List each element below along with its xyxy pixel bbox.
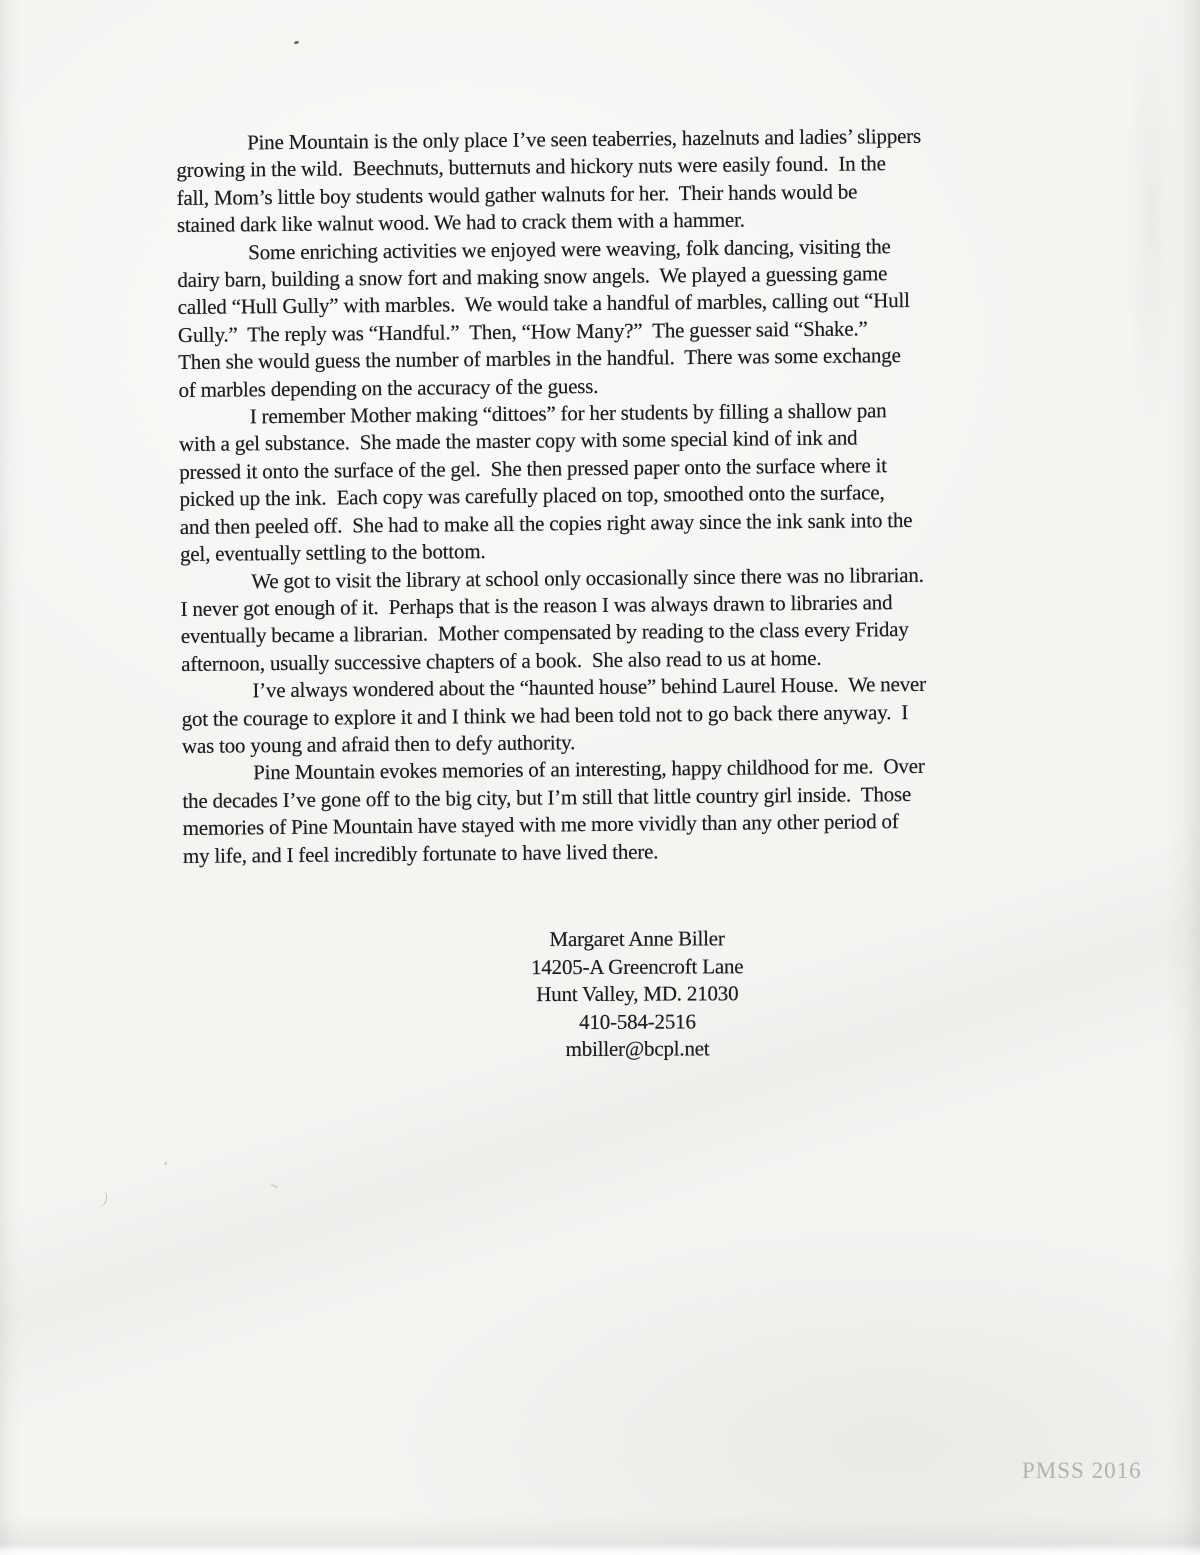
- signature-phone: 410-584-2516: [579, 1009, 696, 1034]
- paper-speck: [164, 1162, 167, 1165]
- watermark-pmss: PMSS 2016: [1022, 1458, 1142, 1483]
- paper-speck: [294, 40, 300, 44]
- letter-paragraph: Some enriching activities we enjoyed were weaving, folk dancing, visiting the dairy barn, building a snow fort and making snow angels. We played a guessing game called “Hull Gully” with marbles. We would take a handful of marbles, calling out “Hull Gully.” The reply was “Handful.” Then, “How Many?” The guesser said “Shake.” Then she would guess the number of marbles in the handful. There was some exchange of marbles depending on the accuracy of the guess.: [177, 233, 910, 402]
- letter-paragraph: Pine Mountain is the only place I’ve seen teaberries, hazelnuts and ladies’ slippers growing in the wild. Beechnuts, butternuts and hickory nuts were easily found. In the fall, Mom’s little boy students would gather walnuts for her. Their hands would be stained dark like walnut wood. We had to crack them with a hammer.: [176, 123, 922, 238]
- signature-name: Margaret Anne Biller: [549, 926, 725, 952]
- signature-block: [184, 924, 1069, 1066]
- signature-address-line1: 14205-A Greencroft Lane: [530, 953, 744, 979]
- letter-paragraph: I remember Mother making “dittoes” for her students by filling a shallow pan with a gel substance. She made the master copy with some special kind of ink and pressed it onto the surface of the gel. She then pressed paper onto the surface where it picked up the ink. Each copy was carefully placed on top, smoothed onto the surface, and then peeled off. She had to make all the copies right away since the ink sank into the gel, eventually settling to the bottom.: [178, 398, 913, 567]
- letter-paragraph: We got to visit the library at school only occasionally since there was no librarian. I never got enough of it. Perhaps that is the reason I was always drawn to libraries and eventually became a librarian. Mother compensated by reading to the class every Friday afternoon, usually successive chapters of a book. She also read to us at home.: [180, 562, 924, 676]
- letter-paragraph: Pine Mountain evokes memories of an interesting, happy childhood for me. Over the decades I’ve gone off to the big city, but I’m still that little country girl inside. Those memories of Pine Mountain have stayed with me more vividly than any other period of my life, and I feel incredibly fortunate to have lived there.: [182, 754, 925, 868]
- signature-address-line2: Hunt Valley, MD. 21030: [536, 981, 739, 1007]
- paper-speck: [271, 1184, 278, 1189]
- letter-body: [176, 122, 1069, 1068]
- letter-paragraph: I’ve always wondered about the “haunted house” behind Laurel House. We never got the courage to explore it and I think we had been told not to go back there anyway. I was too young and afraid then to defy authority.: [181, 671, 926, 758]
- signature-email: mbiller@bcpl.net: [565, 1036, 710, 1062]
- paper-crease-mark: [94, 1189, 109, 1208]
